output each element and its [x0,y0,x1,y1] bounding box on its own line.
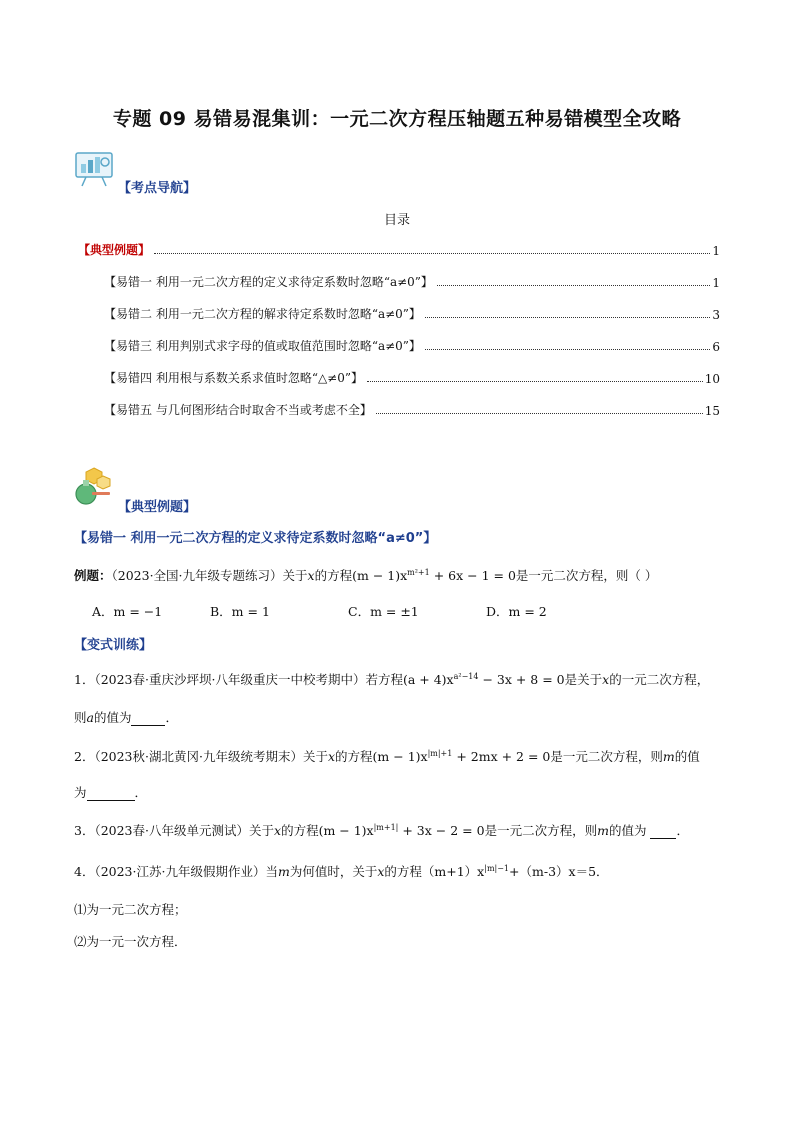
toc-entry[interactable] [104,304,720,322]
toc-entry-label: 【典型例题】 [78,243,151,257]
flask-icon [72,466,116,510]
question-2-line2: 为 ． [74,785,148,800]
page-title: 专题 09 易错易混集训：一元二次方程压轴题五种易错模型全攻略 [112,108,682,130]
choice-a[interactable]: A．m = −1 [92,604,163,619]
question-2: 2．（2023秋·湖北黄冈·九年级统考期末）关于x的方程$(m - 1)x^{|m|+1} + 2mx + 2 = 0$是一元二次方程，则m的值 [74,748,700,764]
q2-equation: $(m - 1)x^{|m|+1} + 2mx + 2 = 0$ [372,748,551,764]
toc-entry[interactable] [104,272,720,290]
presentation-board-icon [74,150,116,192]
nav-header: 【考点导航】 [118,181,197,196]
toc-leader [425,349,710,350]
example-suffix: 是一元二次方程，则（ ） [515,568,658,583]
question-4-part-1: ⑴为一元二次方程； [74,902,187,917]
practice-header: 【变式训练】 [74,638,153,653]
example-source: （2023·全国·九年级专题练习）关于 [111,568,308,583]
toc-entry[interactable] [104,368,720,386]
toc-entry-page: 1 [712,244,720,258]
toc-entry-label: 【易错一 利用一元二次方程的定义求待定系数时忽略“a≠0”】 [104,275,433,289]
q3-equation: $(m - 1)x^{|m+1|} + 3x - 2 = 0$ [318,822,485,838]
toc-leader [437,285,710,286]
example-prefix: 例题： [74,568,112,583]
choice-b[interactable]: B．m = 1 [210,604,270,619]
toc-entry-page: 15 [704,404,720,418]
q1-equation: $(a + 4)x^{a^2-14} - 3x + 8 = 0$ [402,671,565,687]
toc-leader [154,253,710,254]
toc-entry[interactable] [104,400,720,418]
question-4-part-2: ⑵为一元一次方程． [74,934,187,949]
toc-entry-page: 1 [712,276,720,290]
example-equation: $(m - 1)x^{m^2+1} + 6x - 1 = 0$ [352,567,516,583]
toc-entry-label: 【易错四 利用根与系数关系求值时忽略“△≠0”】 [104,371,364,385]
mistake1-header: 【易错一 利用一元二次方程的定义求待定系数时忽略“a≠0”】 [74,531,437,546]
example-question [74,566,657,584]
answer-blank[interactable] [87,785,135,801]
question-4: 4．（2023·江苏·九年级假期作业）当m为何值时，关于x的方程$(m+1)x^{|m|-1}+(m-3)x=5$． [74,863,609,879]
question-3: 3．（2023春·八年级单元测试）关于x的方程$(m - 1)x^{|m+1|} + 3x - 2 = 0$是一元二次方程，则m的值为 ． [74,822,689,838]
toc-entry-label: 【易错五 与几何图形结合时取舍不当或考虑不全】 [104,403,372,417]
toc-entry-label: 【易错三 利用判别式求字母的值或取值范围时忽略“a≠0”】 [104,339,421,353]
toc-entry-page: 10 [704,372,720,386]
question-1-line2: 则a的值为 ． [74,710,178,725]
answer-blank[interactable] [131,710,165,726]
var-x: x [307,568,315,583]
toc-entry[interactable] [104,336,720,354]
question-1: 1．（2023春·重庆沙坪坝·八年级重庆一中校考期中）若方程$(a + 4)x^{a^2-14} - 3x + 8 = 0$是关于x的一元二次方程， [74,671,710,687]
toc-leader [425,317,710,318]
toc-entry-page: 6 [712,340,720,354]
toc-entry-label: 【易错二 利用一元二次方程的解求待定系数时忽略“a≠0”】 [104,307,421,321]
choice-c[interactable]: C．m = ±1 [348,604,419,619]
toc-entry[interactable] [78,240,720,258]
toc-leader [376,413,703,414]
choice-d[interactable]: D．m = 2 [486,604,547,619]
toc-entry-page: 3 [712,308,720,322]
toc-leader [367,381,703,382]
example-mid: 的方程 [314,568,353,583]
examples-header: 【典型例题】 [118,500,197,515]
toc-title: 目录 [383,213,410,228]
answer-blank[interactable] [650,823,676,839]
